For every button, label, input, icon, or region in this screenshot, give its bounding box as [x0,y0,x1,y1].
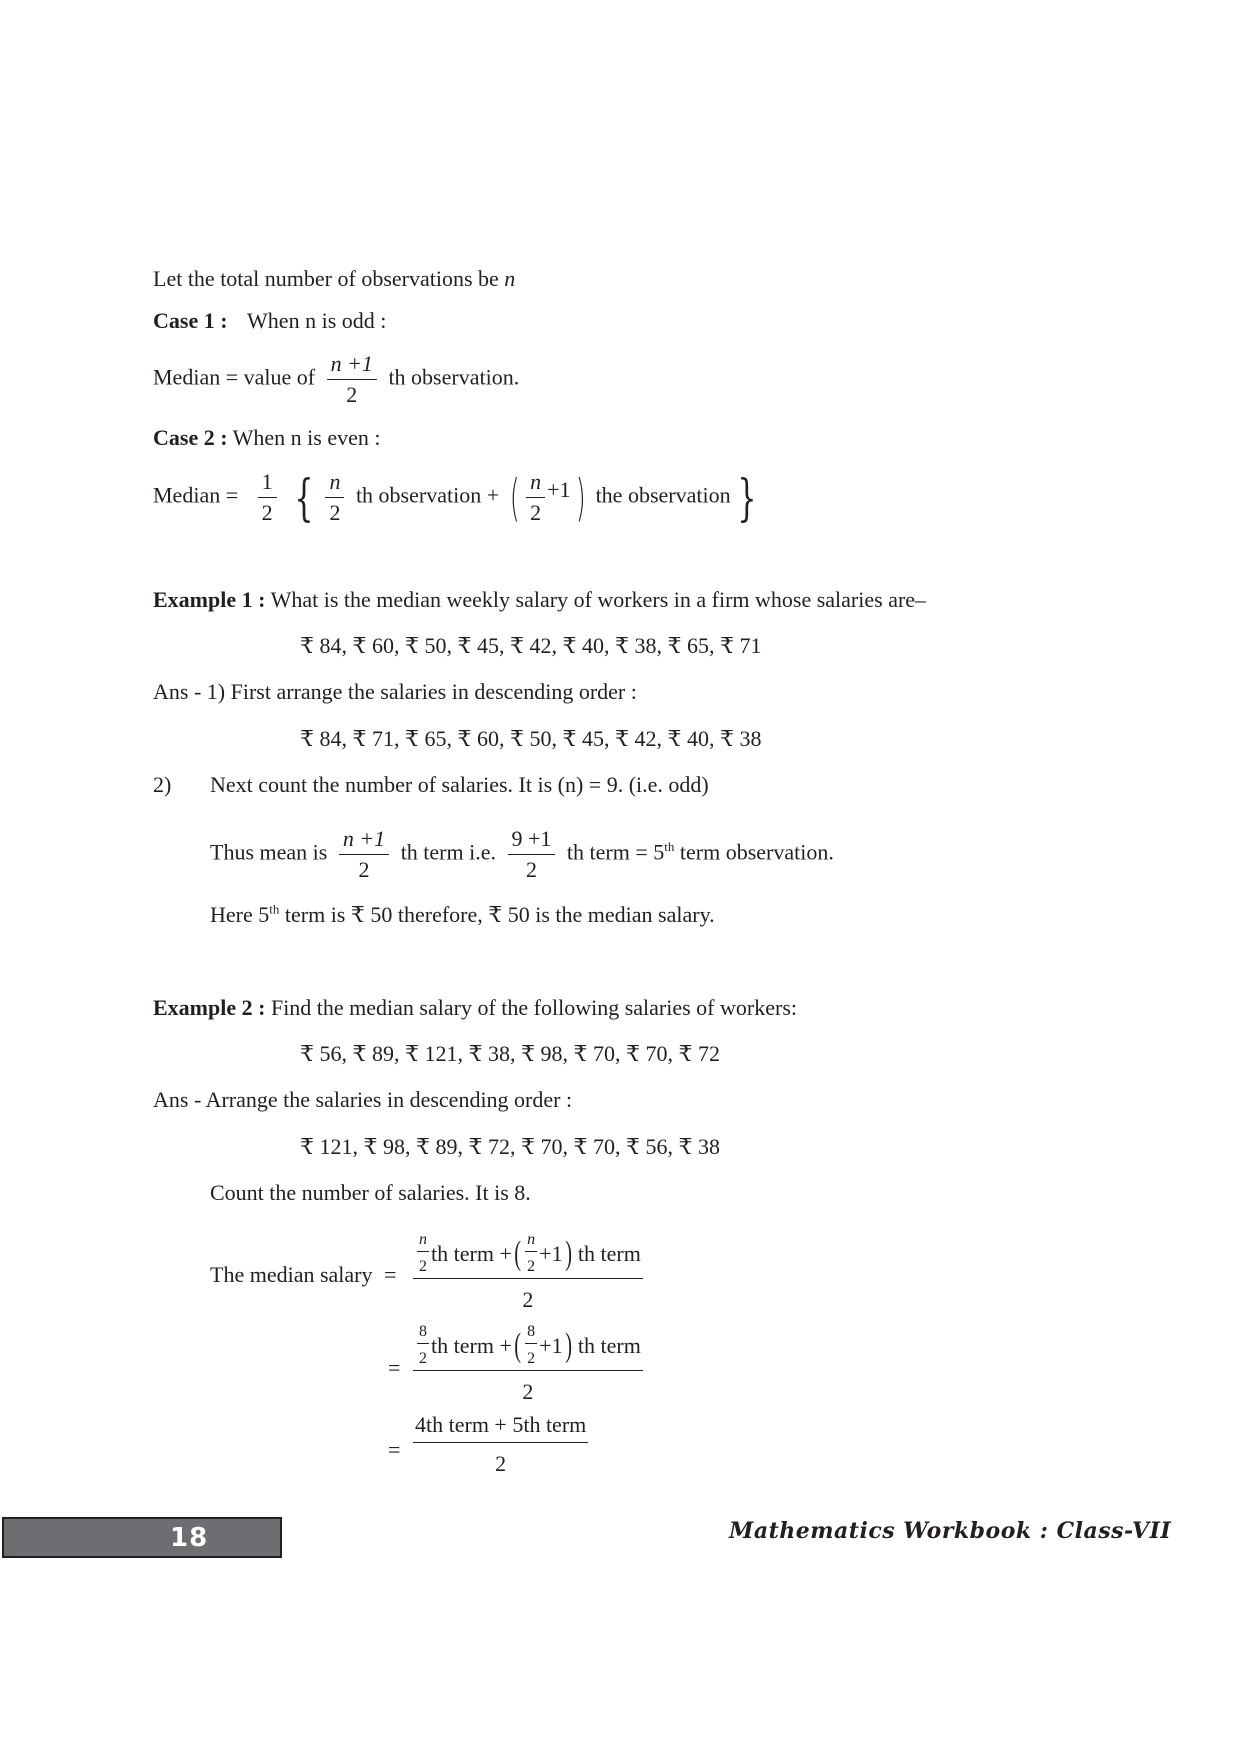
row1-f-num: n [417,1233,429,1252]
formula2-half-num: 1 [258,470,277,498]
example1-conclusion [210,902,715,928]
example1-text: What is the median weekly salary of workers in a firm whose salaries are– [270,587,927,612]
row1-g [525,1233,537,1274]
median-row2-num [413,1325,643,1371]
example1-fraction-1 [339,827,389,882]
example1-mean-b: th term i.e. [400,839,496,865]
formula2-n-over-2 [325,470,344,525]
equals-1: = [384,1262,397,1287]
row2-g-den: 2 [527,1350,536,1367]
example2-label: Example 2 : [153,995,266,1020]
case1-text: When n is odd : [247,308,387,333]
example1-mean-a: Thus mean is [210,839,328,865]
intro-variable: n [504,266,516,291]
median-row2 [413,1325,643,1405]
example1-here-a: Here 5 [210,902,270,927]
formula2-n-den: 2 [329,500,341,525]
formula2 [153,470,762,525]
example1-step2-number: 2) [153,772,172,797]
book-title: Mathematics Workbook : Class-VII [729,1518,1172,1544]
row2-t2: th term [577,1332,641,1358]
example2-ans: Ans - Arrange the salaries in descending order : [153,1087,573,1112]
row2-g [525,1325,537,1366]
median-row1-fraction [413,1233,643,1313]
row1-plus: +1 [539,1240,563,1266]
left-paren: ( [509,468,520,527]
formula1-lhs: Median = value of [153,364,316,390]
formula1-rhs: th observation. [388,364,520,390]
row2-g-num: 8 [525,1325,537,1344]
formula2-n-over-2-b [526,470,545,525]
row2-8-over-2 [417,1325,429,1366]
example1-sorted: ₹ 84, ₹ 71, ₹ 65, ₹ 60, ₹ 50, ₹ 45, ₹ 42, ₹ 40, ₹ 38 [300,726,762,751]
example1-step2-text: Next count the number of salaries. It is (n) = 9. (i.e. odd) [210,772,709,797]
case1-line [153,308,386,334]
case2-label: Case 2 : [153,425,228,450]
example1-mean-sup: th [664,839,675,855]
row3-den: 2 [495,1451,507,1476]
example1-frac1-num: n +1 [339,827,389,855]
example2-count: Count the number of salaries. It is 8. [210,1180,531,1205]
example1-mean-d: term observation. [674,839,834,865]
median-row3 [413,1412,588,1477]
median-row2-fraction [413,1325,643,1405]
example1-frac2-den: 2 [525,857,537,882]
row3-num: 4th term + 5th term [413,1412,588,1443]
example1-fraction-2 [508,827,556,882]
page-number-box [2,1517,282,1558]
row1-n-over-2 [417,1233,429,1274]
row2-f-den: 2 [419,1350,427,1367]
row1-left-paren: ( [514,1234,521,1272]
formula2-half-den: 2 [261,500,273,525]
example1-ans1: Ans - 1) First arrange the salaries in descending order : [153,679,637,704]
row1-right-paren: ) [564,1234,572,1272]
example2-data: ₹ 56, ₹ 89, ₹ 121, ₹ 38, ₹ 98, ₹ 70, ₹ 70, ₹ 72 [300,1041,720,1066]
formula1-fraction [327,352,377,407]
row1-g-num: n [525,1233,537,1252]
example1-label: Example 1 : [153,587,266,612]
row2-den: 2 [522,1379,534,1404]
row1-g-den: 2 [527,1258,536,1275]
example2-sorted: ₹ 121, ₹ 98, ₹ 89, ₹ 72, ₹ 70, ₹ 70, ₹ 56, ₹ 38 [300,1134,720,1159]
row2-plus: +1 [539,1332,563,1358]
intro-line [153,266,515,292]
formula2-half [258,470,277,525]
formula2-n-den-b: 2 [530,500,542,525]
row1-den: 2 [522,1287,534,1312]
median-label-text: The median salary [210,1262,373,1287]
case1-label: Case 1 : [153,308,228,333]
example1-frac1-den: 2 [358,857,370,882]
equals-3: = [388,1437,401,1462]
intro-text: Let the total number of observations be [153,266,499,291]
formula2-lhs: Median = [153,482,239,508]
median-row1-num [413,1233,643,1279]
example2-text: Find the median salary of the following salaries of workers: [270,995,797,1020]
page-number: 18 [170,1523,209,1553]
example1-data: ₹ 84, ₹ 60, ₹ 50, ₹ 45, ₹ 42, ₹ 40, ₹ 38, ₹ 65, ₹ 71 [300,633,762,658]
formula2-plus-one: +1 [547,476,571,502]
example1-here-b: term is ₹ 50 therefore, ₹ 50 is the median salary. [279,902,715,927]
row1-f-den: 2 [419,1258,427,1275]
row2-t1: th term + [431,1332,512,1358]
row2-f-num: 8 [417,1325,429,1344]
row2-left-paren: ( [514,1326,521,1364]
example2-question [153,995,797,1021]
example1-mean-c: th term = 5 [566,839,665,865]
example1-frac2-num: 9 +1 [508,827,556,855]
case2-text: When n is even : [232,425,381,450]
formula1-denominator: 2 [346,382,358,407]
formula2-tail: the observation [595,482,731,508]
median-label [210,1262,396,1288]
formula1-numerator: n +1 [327,352,377,380]
formula2-n-num-b: n [526,470,545,498]
case2-line [153,425,381,451]
row2-right-paren: ) [564,1326,572,1364]
row1-t2: th term [577,1240,641,1266]
row1-t1: th term + [431,1240,512,1266]
right-brace: } [736,468,757,527]
example1-here-sup: th [269,901,280,917]
left-brace: { [294,468,314,527]
example1-step2 [153,772,709,798]
median-row3-fraction [413,1412,588,1477]
formula1 [153,352,519,407]
example1-mean [210,827,834,882]
equals-2: = [388,1355,401,1380]
median-row1 [413,1233,643,1313]
formula2-n-num: n [325,470,344,498]
example1-question [153,587,926,613]
formula2-mid: th observation + [355,482,500,508]
right-paren: ) [575,468,586,527]
